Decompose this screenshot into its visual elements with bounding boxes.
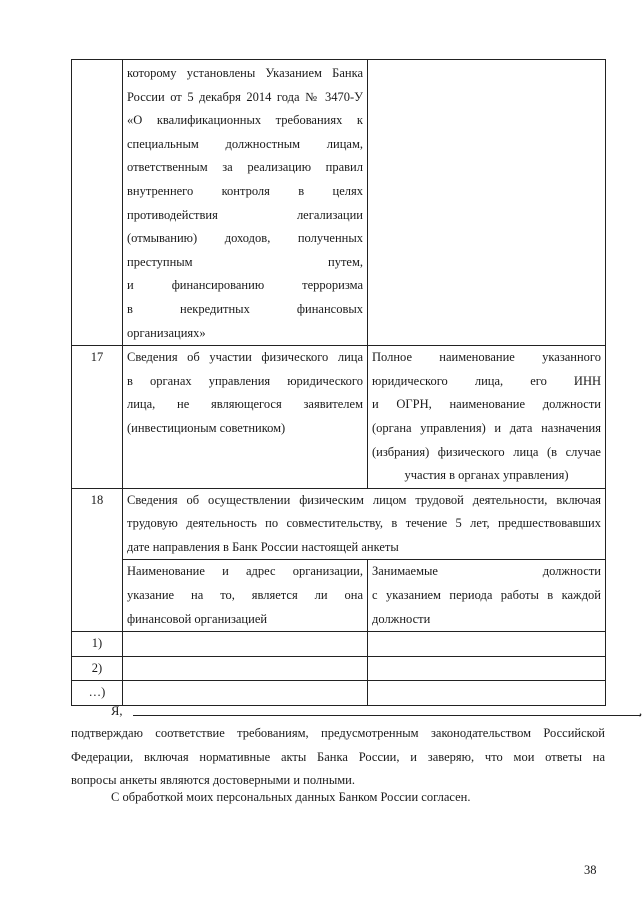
table-row-18-subheader <box>72 560 606 632</box>
text-line: Федерации, включая нормативные акты Банка России, и заверяю, что мои ответы на <box>71 749 605 764</box>
row-number-cell <box>72 60 123 346</box>
row-number-cell: 18 <box>72 488 123 632</box>
row-number-cell: 1) <box>72 632 123 657</box>
page-number: 38 <box>584 863 597 877</box>
position-input-cell[interactable] <box>368 656 606 681</box>
text-line: (избрания) физического лица (в случае <box>372 444 601 459</box>
organization-input-cell[interactable] <box>123 632 368 657</box>
text-line: лица, не являющегося заявителем <box>127 397 363 412</box>
text-line: трудовую деятельность по совместительству, в течение 5 лет, предшествовавших <box>127 516 601 531</box>
text-line: (инвестиционым советником) <box>127 420 286 435</box>
table-row-continuation <box>72 60 606 346</box>
organization-input-cell[interactable] <box>123 656 368 681</box>
text-line: специальным должностным лицам, <box>127 136 363 151</box>
column-header-positions <box>368 560 606 632</box>
text-line: финансовой организацией <box>127 611 268 626</box>
text-line: дате направления в Банк России настоящей анкеты <box>127 539 399 554</box>
row-description-cell <box>123 60 368 346</box>
text-line: которому установлены Указанием Банка <box>127 66 363 80</box>
text-line: с указанием периода работы в каждой <box>372 588 601 603</box>
text-line: в некредитных финансовых <box>127 301 363 316</box>
consent-paragraph: С обработкой моих персональных данных Банком России согласен. <box>111 790 471 804</box>
text-line: участия в органах управления) <box>404 468 569 483</box>
row-description-cell <box>123 488 606 560</box>
text-line: указание на то, является ли она <box>127 588 363 603</box>
table-row-18 <box>72 488 606 560</box>
text-line: и финансированию терроризма <box>127 278 363 293</box>
signature-comma: , <box>639 704 642 718</box>
table-row-empty <box>72 632 606 657</box>
text-line: «О квалификационных требованиях к <box>127 113 363 128</box>
table-row-empty <box>72 681 606 706</box>
column-header-organization <box>123 560 368 632</box>
name-blank-field[interactable] <box>133 715 641 716</box>
row-number-cell: 2) <box>72 656 123 681</box>
text-line: Сведения об участии физического лица <box>127 350 363 365</box>
table-row-empty <box>72 656 606 681</box>
row-number-cell: 17 <box>72 346 123 489</box>
text-line: ответственным за реализацию правил <box>127 160 363 175</box>
confirmation-paragraph <box>71 722 605 793</box>
position-input-cell[interactable] <box>368 632 606 657</box>
row-answer-cell[interactable] <box>368 60 606 346</box>
text-line: организациях» <box>127 325 206 340</box>
position-input-cell[interactable] <box>368 681 606 706</box>
text-line: юридического лица, его ИНН <box>372 373 601 388</box>
organization-input-cell[interactable] <box>123 681 368 706</box>
text-line: (органа управления) и дата назначения <box>372 420 601 435</box>
questionnaire-table <box>71 59 606 706</box>
text-line: должности <box>372 611 431 626</box>
text-line: Наименование и адрес организации, <box>127 564 363 579</box>
text-line: противодействия легализации <box>127 207 363 222</box>
table-row-17 <box>72 346 606 489</box>
signature-prefix: Я, <box>111 704 123 718</box>
row-answer-cell <box>368 346 606 489</box>
text-line: вопросы анкеты являются достоверными и полными. <box>71 773 355 787</box>
text-line: Занимаемые должности <box>372 564 601 579</box>
row-number-cell: …) <box>72 681 123 706</box>
text-line: в органах управления юридического <box>127 373 363 388</box>
text-line: Сведения об осуществлении физическим лицом трудовой деятельности, включая <box>127 492 601 507</box>
text-line: Полное наименование указанного <box>372 350 601 365</box>
text-line: внутреннего контроля в целях <box>127 183 363 198</box>
row-description-cell <box>123 346 368 489</box>
text-line: (отмыванию) доходов, полученных <box>127 231 363 246</box>
text-line: России от 5 декабря 2014 года № 3470-У <box>127 89 363 104</box>
text-line: и ОГРН, наименование должности <box>372 397 601 412</box>
text-line: преступным путем, <box>127 254 363 269</box>
text-line: подтверждаю соответствие требованиям, предусмотренным законодательством Российской <box>71 726 605 740</box>
